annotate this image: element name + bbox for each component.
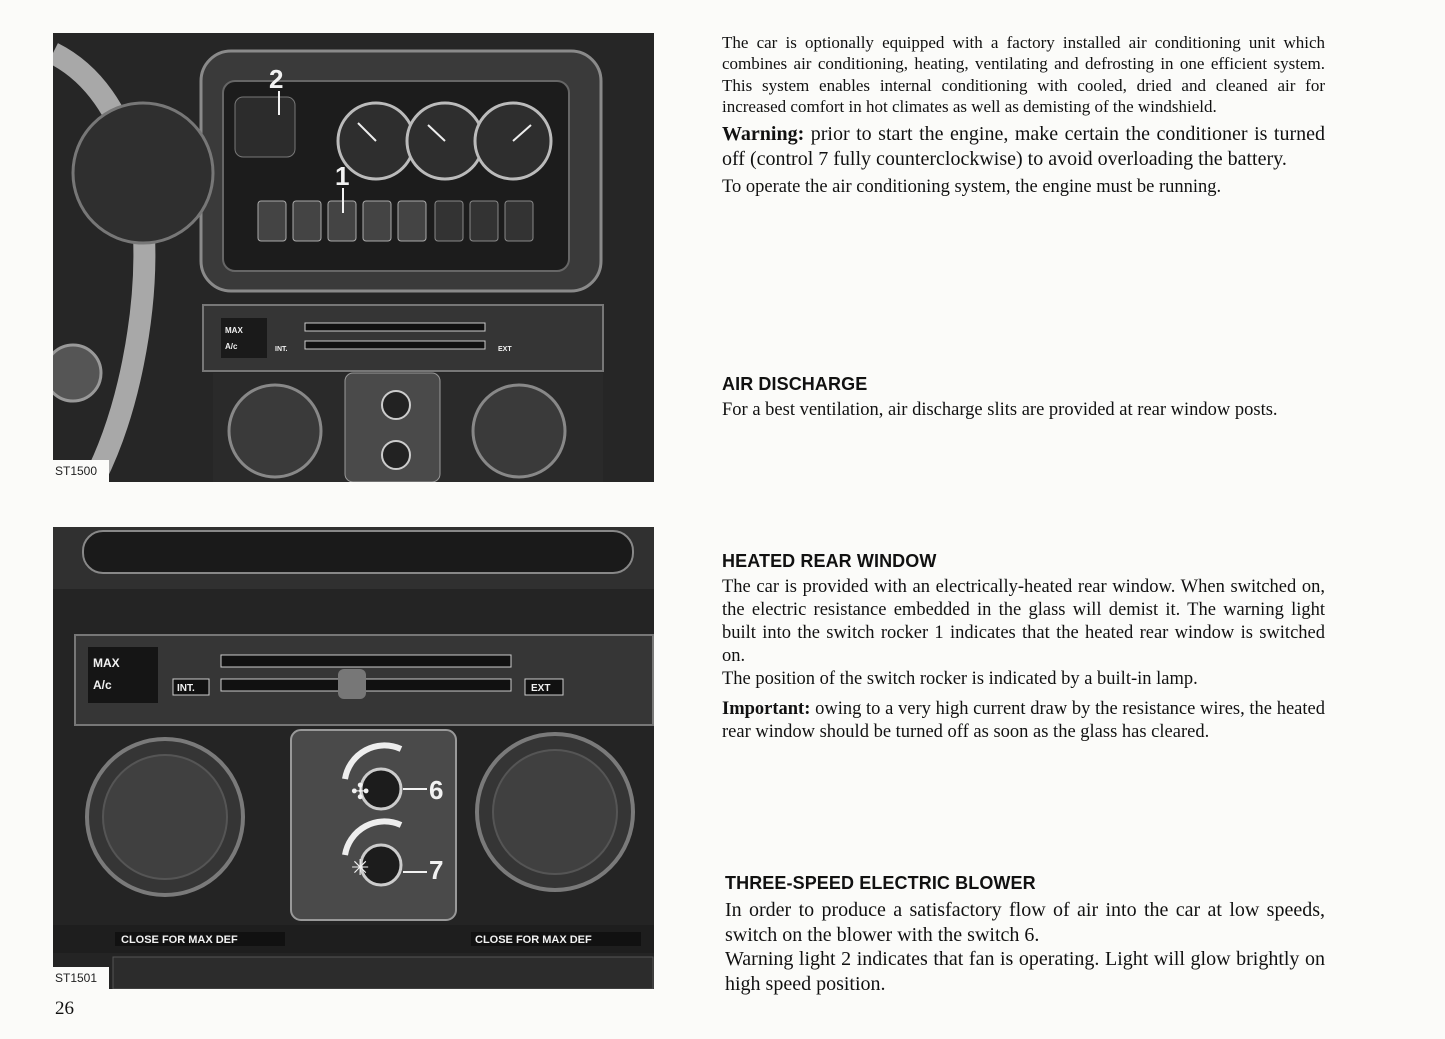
intro-paragraph: The car is optionally equipped with a factory installed air conditioning unit which combines air conditioning, heating, ventilating and defrosting in one efficient system. This system enables internal conditioning with cooled, dried and cleaned air for increased comfort in hot climates as well as demisting of the windshield.: [722, 33, 1325, 116]
warning-label: Warning:: [722, 123, 805, 146]
close-for-max-def-left: CLOSE FOR MAX DEF: [121, 934, 238, 946]
cold-symbol: ✳: [351, 855, 370, 880]
dashboard-photo-bottom: [53, 527, 654, 989]
max-label-top: MAX: [225, 326, 243, 335]
important-label: Important:: [722, 699, 811, 719]
blower-text1: In order to produce a satisfactory flow of air into the car at low speeds, switch on the blower with the switch 6.: [725, 899, 1325, 946]
blower-section: [725, 873, 1325, 996]
page-number: 26: [55, 998, 74, 1019]
callout-6-bottom: 6: [429, 775, 444, 805]
fan-symbol: ✣: [351, 779, 370, 804]
ext-label-bottom: EXT: [531, 683, 551, 694]
heated-rear-window-text1: The car is provided with an electrically-heated rear window. When switched on, the electric resistance embedded in the glass will demist it. The warning light built into the switch rocker 1 indicates that the heated rear window is switched on.: [722, 577, 1325, 666]
heated-rear-window-heading: HEATED REAR WINDOW: [722, 551, 937, 571]
air-discharge-section: [722, 374, 1325, 422]
heated-rear-window-section: [722, 551, 1325, 744]
intro-section: [722, 32, 1325, 199]
warning-text: prior to start the engine, make certain the conditioner is turned off (control 7 fully counterclockwise) to avoid overloading the battery.: [722, 123, 1325, 170]
blower-heading: THREE-SPEED ELECTRIC BLOWER: [725, 873, 1036, 893]
dashboard-illustration-top: [53, 33, 654, 482]
air-discharge-text: For a best ventilation, air discharge slits are provided at rear window posts.: [722, 400, 1278, 420]
int-label-top: INT.: [275, 346, 288, 353]
callout-1-top: 1: [335, 161, 350, 191]
blower-text2: Warning light 2 indicates that fan is operating. Light will glow brightly on high speed position.: [725, 948, 1325, 995]
important-paragraph: [722, 698, 1325, 744]
ac-label-top: A/c: [225, 342, 238, 351]
int-label-bottom: INT.: [177, 683, 195, 694]
callout-2-top: 2: [269, 64, 284, 94]
callout-7-bottom: 7: [429, 855, 444, 885]
dashboard-photo-top: [53, 33, 654, 482]
warning-paragraph: [722, 122, 1325, 171]
heated-rear-window-text2: The position of the switch rocker is indicated by a built-in lamp.: [722, 669, 1198, 689]
close-for-max-def-right: CLOSE FOR MAX DEF: [475, 934, 592, 946]
ac-label-bottom: A/c: [93, 678, 112, 692]
operate-paragraph: To operate the air conditioning system, the engine must be running.: [722, 177, 1222, 198]
max-label-bottom: MAX: [93, 656, 120, 670]
figure-code-st1501: ST1501: [53, 967, 109, 989]
dashboard-illustration-bottom: [53, 527, 654, 989]
air-discharge-heading: AIR DISCHARGE: [722, 374, 868, 394]
figure-code-st1500: ST1500: [53, 460, 109, 482]
important-text: owing to a very high current draw by the resistance wires, the heated rear window should be turned off as soon as the glass has cleared.: [722, 699, 1325, 742]
ext-label-top: EXT: [498, 346, 512, 353]
